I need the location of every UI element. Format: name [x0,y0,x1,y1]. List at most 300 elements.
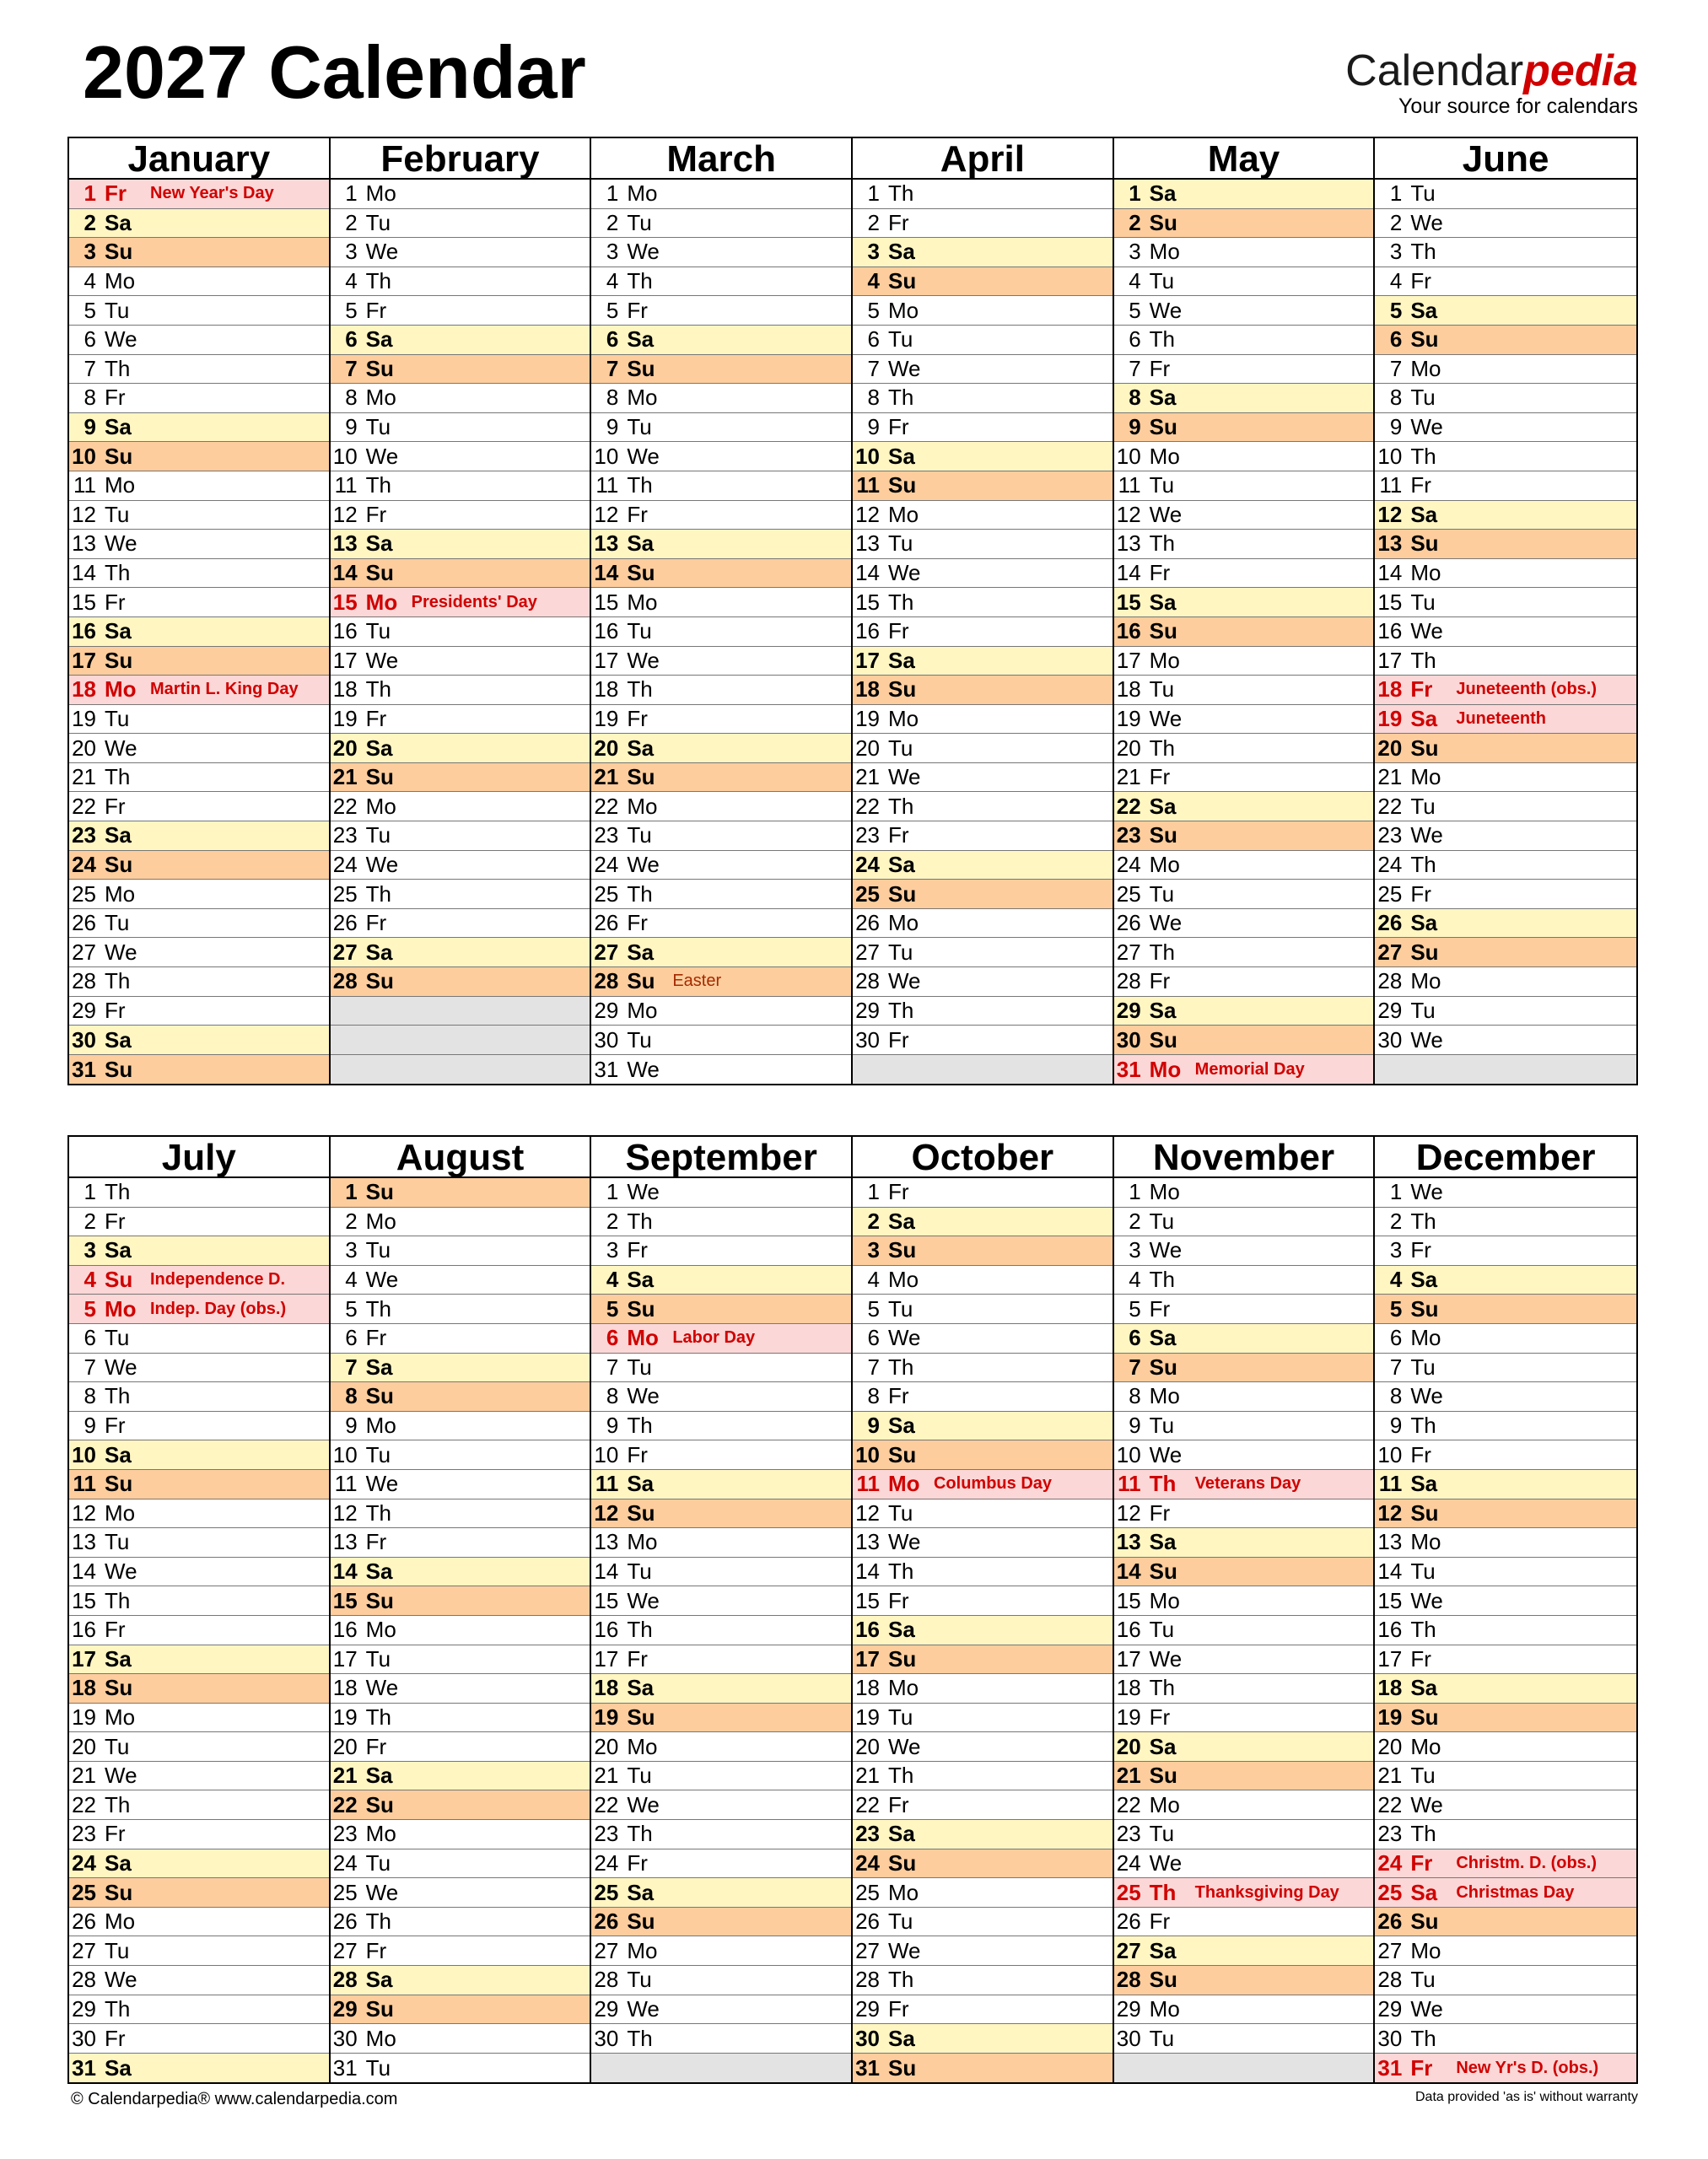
day-row [69,1558,329,1587]
weekday-abbr: Tu [365,414,391,440]
weekday-abbr: We [105,1967,137,1993]
day-row [1114,1820,1374,1849]
day-number: 19 [594,1704,619,1730]
day-number: 5 [345,1295,358,1322]
day-number: 12 [72,501,96,527]
day-number: 13 [332,1529,358,1555]
day-number: 14 [1116,1559,1141,1585]
day-row [1375,705,1636,735]
day-row [331,1528,590,1558]
day-number: 18 [1377,1675,1403,1701]
day-row [331,1324,590,1354]
day-number: 15 [594,589,619,615]
day-number: 18 [1116,676,1141,703]
weekday-abbr: Tu [1410,1559,1436,1585]
day-number: 14 [332,1559,358,1585]
weekday-abbr: We [365,851,399,877]
day-row [1114,2024,1374,2054]
day-number: 8 [606,385,619,411]
day-number: 3 [345,239,358,265]
day-row [1375,209,1636,239]
holiday-label: Indep. Day (obs.) [150,1299,287,1318]
day-number: 1 [606,1179,619,1205]
day-row [1114,1354,1374,1383]
holiday-label: Martin L. King Day [150,680,299,699]
day-row [853,1732,1113,1762]
weekday-abbr: Sa [887,443,915,469]
day-number: 30 [72,2025,96,2051]
day-row [1375,1762,1636,1791]
weekday-abbr: Fr [365,910,387,936]
day-row [69,997,329,1026]
weekday-abbr: Su [1149,1354,1177,1380]
day-number: 15 [1377,589,1403,615]
day-row [69,792,329,821]
day-number: 6 [345,326,358,353]
day-row [591,471,851,501]
weekday-abbr: Fr [887,1587,909,1613]
day-row [591,967,851,997]
weekday-abbr: We [1410,414,1443,440]
day-row [591,1645,851,1675]
day-number: 24 [72,851,96,877]
weekday-abbr: Su [1149,822,1177,848]
holiday-label: Juneteenth [1456,708,1547,728]
day-row [69,647,329,676]
day-number: 27 [72,939,96,965]
day-number: 8 [867,1383,880,1409]
day-row [1114,1528,1374,1558]
day-number: 8 [1129,385,1141,411]
weekday-abbr: Su [1410,1499,1439,1526]
weekday-abbr: Su [105,1879,133,1905]
day-number: 6 [1389,326,1403,353]
weekday-abbr: Sa [1149,793,1177,819]
day-number: 25 [594,1879,619,1905]
weekday-abbr: Sa [887,1208,915,1234]
weekday-abbr: Fr [627,705,648,731]
day-row [1114,1849,1374,1879]
day-number: 10 [1377,443,1403,469]
day-number: 6 [606,326,619,353]
weekday-abbr: Mo [105,1909,136,1935]
day-number: 23 [1116,822,1141,848]
day-number: 12 [1377,1499,1403,1526]
day-row [331,821,590,851]
weekday-abbr: Fr [1149,968,1171,994]
day-row [331,1762,590,1791]
day-row [1114,1558,1374,1587]
day-row [69,1178,329,1208]
day-row [853,647,1113,676]
day-number: 28 [594,968,619,994]
day-number: 24 [1377,1849,1403,1876]
day-row [853,1966,1113,1995]
day-row [853,1645,1113,1675]
day-row [1375,1295,1636,1324]
day-number: 1 [1129,1179,1141,1205]
day-row [853,1790,1113,1820]
day-number: 24 [72,1849,96,1876]
weekday-abbr: We [887,1529,921,1555]
day-row [69,413,329,443]
day-number: 10 [72,443,96,469]
day-number: 25 [332,880,358,907]
day-number: 9 [345,1413,358,1439]
weekday-abbr: Fr [627,1441,648,1467]
weekday-abbr: Tu [365,618,391,644]
weekday-abbr: Sa [627,735,655,761]
day-number: 13 [72,1529,96,1555]
weekday-abbr: Fr [105,1413,126,1439]
day-row [1114,1732,1374,1762]
weekday-abbr: Su [1410,1704,1439,1730]
day-number: 7 [84,1354,96,1380]
day-row [1114,442,1374,471]
day-row [69,909,329,939]
day-row [1375,1616,1636,1645]
weekday-abbr: Su [105,851,133,877]
day-row [1114,1674,1374,1704]
day-number: 14 [72,1559,96,1585]
weekday-abbr: Th [365,268,391,294]
weekday-abbr: Sa [1149,1325,1177,1351]
weekday-abbr: Su [1410,1909,1439,1935]
weekday-abbr: Th [887,1763,914,1789]
weekday-abbr: We [887,1733,921,1759]
brand-name: Calendarpedia [1345,46,1638,95]
day-row [331,1849,590,1879]
day-number: 27 [1377,1937,1403,1963]
day-number: 24 [1377,851,1403,877]
day-row [69,267,329,297]
weekday-abbr: Fr [365,1529,387,1555]
day-row [853,1499,1113,1529]
day-row [591,1732,851,1762]
weekday-abbr: Tu [1149,1413,1175,1439]
day-row [69,209,329,239]
weekday-abbr: We [887,1325,921,1351]
day-row [1114,1470,1374,1499]
weekday-abbr: Mo [887,705,919,731]
day-row [69,763,329,793]
day-row [1375,238,1636,267]
weekday-abbr: We [1149,705,1183,731]
weekday-abbr: Su [1410,326,1439,353]
day-number: 2 [1129,1208,1141,1234]
weekday-abbr: Fr [887,209,909,235]
weekday-abbr: Mo [1149,1056,1182,1082]
day-number: 17 [332,1645,358,1672]
day-number: 28 [72,1967,96,1993]
weekday-abbr: We [365,1471,399,1497]
weekday-abbr: We [105,1763,137,1789]
weekday-abbr: We [365,1879,399,1905]
day-row [69,1936,329,1966]
day-number: 12 [1116,501,1141,527]
empty-cell [1114,2054,1374,2083]
weekday-abbr: Mo [627,997,658,1023]
day-number: 14 [72,560,96,586]
day-number: 29 [1116,1995,1141,2022]
month-header: November [1114,1137,1374,1178]
weekday-abbr: Th [1149,1675,1175,1701]
day-row [591,1558,851,1587]
day-number: 1 [84,180,96,207]
day-row [69,821,329,851]
weekday-abbr: Sa [105,1849,132,1876]
weekday-abbr: Su [627,1295,655,1322]
weekday-abbr: Th [887,385,914,411]
day-row [1114,209,1374,239]
weekday-abbr: Tu [1149,676,1175,703]
weekday-abbr: Tu [887,939,913,965]
weekday-abbr: Mo [105,1704,136,1730]
weekday-abbr: Sa [1410,1675,1438,1701]
day-number: 25 [72,880,96,907]
day-row [591,355,851,385]
weekday-abbr: Mo [887,297,919,323]
day-row [591,705,851,735]
weekday-abbr: Sa [627,1267,655,1293]
day-number: 6 [606,1325,619,1351]
day-number: 22 [594,1791,619,1817]
day-number: 11 [73,472,96,498]
day-row [331,1470,590,1499]
day-row [331,1732,590,1762]
day-number: 13 [594,530,619,557]
day-row [591,501,851,530]
day-row [591,209,851,239]
day-row [1375,1470,1636,1499]
month-august [331,1137,592,2082]
day-number: 20 [855,1733,880,1759]
day-number: 19 [1116,705,1141,731]
day-row [853,588,1113,617]
day-row [331,676,590,705]
day-number: 13 [594,1529,619,1555]
weekday-abbr: Th [887,180,914,207]
day-number: 21 [594,764,619,790]
weekday-abbr: Fr [105,2025,126,2051]
day-row [591,238,851,267]
day-number: 16 [1116,618,1141,644]
weekday-abbr: Sa [365,326,393,353]
weekday-abbr: Tu [627,414,652,440]
day-number: 6 [84,326,96,353]
day-number: 19 [855,1704,880,1730]
day-row [69,1586,329,1616]
day-row [1375,880,1636,909]
day-row [1375,1849,1636,1879]
day-number: 8 [1129,1383,1141,1409]
day-number: 12 [594,1499,619,1526]
weekday-abbr: We [1410,822,1443,848]
day-row [331,1586,590,1616]
day-row [69,1645,329,1675]
day-number: 4 [606,1267,619,1293]
weekday-abbr: Su [105,647,133,673]
day-number: 18 [855,1675,880,1701]
day-row [853,1908,1113,1937]
month-header: March [591,138,851,180]
day-number: 5 [1389,1295,1403,1322]
weekday-abbr: Fr [1410,1441,1431,1467]
day-row [331,384,590,413]
day-number: 12 [1377,501,1403,527]
weekday-abbr: Mo [105,880,136,907]
day-number: 13 [855,1529,880,1555]
day-number: 5 [867,297,880,323]
day-number: 31 [72,1056,96,1082]
weekday-abbr: Sa [887,647,915,673]
weekday-abbr: Mo [365,1617,396,1643]
day-row [1114,238,1374,267]
weekday-abbr: Tu [1149,1208,1175,1234]
day-row [331,1382,590,1412]
day-number: 10 [332,443,358,469]
day-row [1114,617,1374,647]
day-number: 9 [84,1413,96,1439]
day-number: 14 [594,560,619,586]
weekday-abbr: We [105,939,137,965]
day-row [853,734,1113,763]
weekday-abbr: Fr [365,1937,387,1963]
weekday-abbr: Mo [887,1879,919,1905]
weekday-abbr: Fr [1149,1704,1171,1730]
day-row [1114,1645,1374,1675]
day-row [1375,1878,1636,1908]
holiday-label: Easter [672,972,722,991]
day-number: 4 [1129,268,1141,294]
day-number: 4 [606,268,619,294]
weekday-abbr: Tu [1410,1967,1436,1993]
day-number: 12 [594,501,619,527]
day-number: 20 [72,735,96,761]
day-row [853,2054,1113,2083]
day-number: 26 [594,1909,619,1935]
day-number: 11 [1118,472,1141,498]
weekday-abbr: Mo [1410,1733,1441,1759]
weekday-abbr: We [627,239,660,265]
weekday-abbr: We [1149,1645,1183,1672]
weekday-abbr: Th [887,997,914,1023]
day-number: 21 [72,1763,96,1789]
day-number: 7 [1129,1354,1141,1380]
day-row [69,880,329,909]
day-number: 14 [1377,1559,1403,1585]
weekday-abbr: Su [887,268,917,294]
day-number: 4 [1389,268,1403,294]
day-number: 7 [606,355,619,381]
day-row [69,238,329,267]
day-number: 30 [594,1026,619,1053]
day-row [1375,296,1636,326]
weekday-abbr: Mo [1410,1529,1441,1555]
day-number: 25 [1116,1879,1141,1905]
weekday-abbr: We [627,1791,660,1817]
day-row [1114,997,1374,1026]
day-row [1375,617,1636,647]
day-row [1114,471,1374,501]
day-row [69,1732,329,1762]
day-number: 28 [332,968,358,994]
weekday-abbr: Sa [887,1821,915,1847]
day-number: 12 [1116,1499,1141,1526]
day-row [853,1878,1113,1908]
weekday-abbr: Sa [1410,1471,1438,1497]
day-number: 25 [72,1879,96,1905]
weekday-abbr: Th [105,764,131,790]
weekday-abbr: Fr [1149,764,1171,790]
page-title: 2027 Calendar [83,30,586,114]
day-number: 12 [855,501,880,527]
day-row [853,676,1113,705]
weekday-abbr: Fr [1410,472,1431,498]
weekday-abbr: Sa [627,530,655,557]
weekday-abbr: Fr [887,1179,909,1205]
day-row [591,326,851,355]
weekday-abbr: Tu [365,209,391,235]
day-number: 7 [867,1354,880,1380]
day-row [1114,734,1374,763]
weekday-abbr: Fr [365,705,387,731]
day-number: 27 [855,939,880,965]
weekday-abbr: Fr [887,618,909,644]
day-number: 4 [345,1267,358,1293]
weekday-abbr: Sa [887,239,915,265]
day-number: 1 [1389,1179,1403,1205]
day-row [1114,559,1374,589]
weekday-abbr: Sa [365,939,393,965]
weekday-abbr: Fr [105,1821,126,1847]
weekday-abbr: Fr [887,822,909,848]
weekday-abbr: We [365,1267,399,1293]
holiday-label: Labor Day [672,1328,756,1348]
day-row [331,355,590,385]
day-row [591,1499,851,1529]
weekday-abbr: Tu [1149,268,1175,294]
day-number: 29 [332,1995,358,2022]
weekday-abbr: Th [1410,851,1436,877]
weekday-abbr: Tu [887,735,913,761]
day-number: 24 [1116,851,1141,877]
weekday-abbr: Fr [365,1325,387,1351]
day-row [853,705,1113,735]
day-number: 23 [332,1821,358,1847]
day-row [591,1616,851,1645]
day-number: 31 [594,1056,619,1082]
weekday-abbr: Tu [887,1704,913,1730]
day-number: 17 [1116,1645,1141,1672]
weekday-abbr: Mo [887,501,919,527]
day-number: 9 [84,414,96,440]
weekday-abbr: Th [1410,2025,1436,2051]
day-row [591,909,851,939]
day-row [69,1208,329,1237]
day-number: 3 [867,1237,880,1263]
day-number: 31 [1116,1056,1141,1082]
weekday-abbr: Tu [887,1295,913,1322]
weekday-abbr: Su [365,764,394,790]
day-number: 11 [1378,1471,1403,1497]
day-row [1114,326,1374,355]
day-row [1114,180,1374,209]
day-row [591,296,851,326]
weekday-abbr: We [887,968,921,994]
day-row [331,1966,590,1995]
day-number: 27 [594,939,619,965]
